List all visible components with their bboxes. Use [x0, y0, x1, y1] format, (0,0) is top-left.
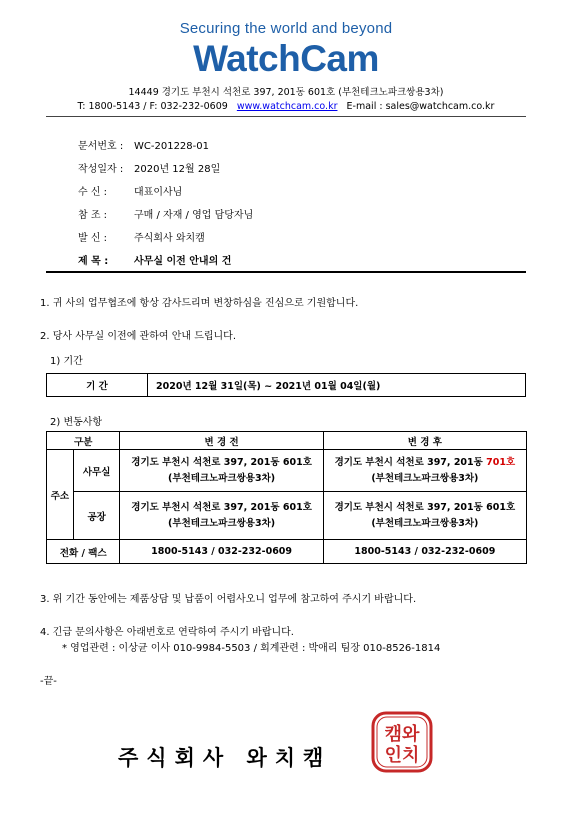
meta-key: 작성일자 :	[78, 164, 124, 175]
end-mark: -끝-	[40, 676, 57, 687]
meta-key: 문서번호 :	[78, 141, 124, 152]
header-after: 변 경 후	[323, 432, 526, 450]
period-label: 기 간	[47, 374, 148, 397]
header-before: 변 경 전	[120, 432, 323, 450]
meta-subject	[78, 252, 231, 267]
seal-icon	[371, 711, 433, 773]
address-line: 경기도 부천시 석천로 397, 201동 601호	[131, 501, 312, 513]
subheading-changes: 2) 변동사항	[50, 417, 103, 428]
office-label: 사무실	[73, 450, 120, 492]
meta-doc-number	[78, 137, 209, 152]
address-line: (부천테크노파크쌍용3차)	[371, 472, 479, 484]
paragraph-3: 3. 위 기간 동안에는 제품상담 및 납품이 어렵사오니 업무에 참고하여 주시기 바랍니다.	[40, 594, 417, 605]
period-value: 2020년 12월 31일(목) ~ 2021년 01월 04일(월)	[148, 374, 526, 397]
factory-label: 공장	[73, 492, 120, 540]
address-line: (부천테크노파크쌍용3차)	[168, 517, 276, 529]
meta-value: 사무실 이전 안내의 건	[134, 256, 232, 267]
company-signature: 주식회사 와치캠	[118, 746, 332, 770]
company-contact	[0, 101, 572, 112]
meta-key: 수 신 :	[78, 187, 108, 198]
header-category: 구분	[47, 432, 120, 450]
changes-table	[46, 431, 527, 564]
address-label: 주소	[47, 450, 74, 540]
meta-recipient	[78, 183, 182, 198]
company-seal	[371, 711, 433, 773]
seal-text-top: 캠와	[384, 724, 420, 745]
meta-date	[78, 160, 220, 175]
paragraph-4: 4. 긴급 문의사항은 아래번호로 연락하여 주시기 바랍니다.	[40, 627, 294, 638]
changed-unit: 701호	[486, 456, 516, 468]
meta-value: WC-201228-01	[134, 141, 209, 152]
meta-sender	[78, 229, 205, 244]
seal-text-bottom: 인치	[384, 745, 420, 766]
company-logo: WatchCam	[193, 38, 379, 79]
meta-reference	[78, 206, 253, 221]
meta-value: 대표이사님	[134, 187, 183, 198]
header-divider	[46, 116, 526, 117]
email: E-mail : sales@watchcam.co.kr	[346, 101, 495, 112]
office-after	[323, 450, 526, 492]
website-link[interactable]: www.watchcam.co.kr	[236, 101, 338, 112]
tel-fax: T: 1800-5143 / F: 032-232-0609	[77, 101, 228, 112]
address-text: 경기도 부천시 석천로 397, 201동	[334, 456, 487, 468]
office-before	[120, 450, 323, 492]
meta-key: 제 목 :	[78, 256, 109, 267]
period-table	[46, 373, 526, 397]
subheading-period: 1) 기간	[50, 356, 83, 367]
subject-divider	[46, 271, 526, 273]
factory-after	[323, 492, 526, 540]
phone-label: 전화 / 팩스	[47, 540, 120, 564]
paragraph-1: 1. 귀 사의 업무협조에 항상 감사드리며 변창하심을 진심으로 기원합니다.	[40, 298, 359, 309]
paragraph-2: 2. 당사 사무실 이전에 관하여 안내 드립니다.	[40, 331, 237, 342]
address-line: (부천테크노파크쌍용3차)	[168, 472, 276, 484]
meta-value: 구매 / 자재 / 영업 담당자님	[134, 210, 254, 221]
phone-after: 1800-5143 / 032-232-0609	[323, 540, 526, 564]
address-line: (부천테크노파크쌍용3차)	[371, 517, 479, 529]
meta-key: 참 조 :	[78, 210, 108, 221]
factory-before	[120, 492, 323, 540]
address-line: 경기도 부천시 석천로 397, 201동 601호	[131, 456, 312, 468]
meta-key: 발 신 :	[78, 233, 108, 244]
contact-note: * 영업관련 : 이상균 이사 010-9984-5503 / 회계관련 : 박애리 팀장 010-8526-1814	[62, 643, 441, 654]
company-tagline: Securing the world and beyond	[179, 20, 393, 37]
phone-before: 1800-5143 / 032-232-0609	[120, 540, 323, 564]
address-line: 경기도 부천시 석천로 397, 201동 601호	[334, 501, 516, 513]
meta-value: 2020년 12월 28일	[134, 164, 221, 175]
meta-value: 주식회사 와치캠	[134, 233, 205, 244]
address-line	[324, 455, 526, 471]
company-address: 14449 경기도 부천시 석천로 397, 201동 601호 (부천테크노파크쌍용3차)	[128, 87, 444, 98]
